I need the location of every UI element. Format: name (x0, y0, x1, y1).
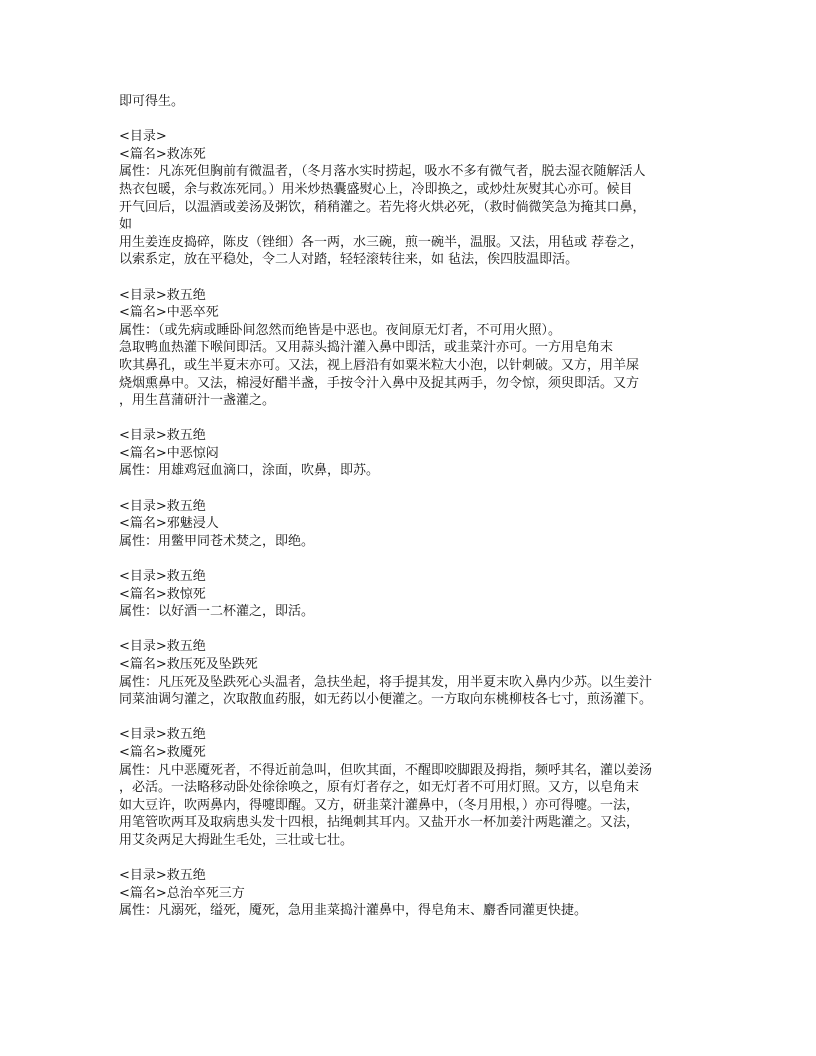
text-line: 如大豆许，吹两鼻内，得嚏即醒。又方，研韭菜汁灌鼻中，（冬月用根，）亦可得嚏。一法， (119, 797, 640, 813)
text-line: 用笔管吹两耳及取病患头发十四根，拈绳刺其耳内。又盐开水一杯加姜汁两匙灌之。又法， (119, 815, 640, 831)
blank-line (119, 111, 699, 129)
text-line: 烧烟熏鼻中。又法，棉浸好醋半盏，手按令汁入鼻中及捉其两手，勿令惊，须臾即活。又方 (119, 375, 640, 391)
chapter-heading: <篇名>中恶惊闷 (119, 445, 219, 461)
toc-heading: <目录>救五绝 (119, 569, 206, 585)
text-line: ，必活。一法略移动卧处徐徐唤之，原有灯者存之，如无灯者不可用灯照。又方，以皂角末 (119, 780, 640, 796)
chapter-heading: <篇名>救压死及坠跌死 (119, 657, 258, 672)
text-line: 急取鸭血热灌下喉间即活。又用蒜头捣汁灌入鼻中即活，或韭菜汁亦可。一方用皂角末 (119, 340, 614, 356)
blank-line (119, 709, 699, 727)
toc-heading: <目录>救五绝 (119, 727, 206, 743)
toc-heading: <目录>救五绝 (119, 498, 206, 514)
chapter-heading: <篇名>总治卒死三方 (119, 885, 245, 901)
text-line: 热衣包暖，余与救冻死同。）用米炒热囊盛熨心上，冷即换之，或炒灶灰熨其心亦可。候目 (119, 181, 633, 197)
text-line: 即可得生。 (119, 94, 185, 109)
blank-line (119, 550, 699, 568)
text-line: 属性：凡中恶魇死者，不得近前急叫，但吹其面，不醒即咬脚跟及拇指，频呼其名，灌以姜汤 (119, 762, 653, 778)
chapter-heading: <篇名>中恶卒死 (119, 305, 219, 321)
blank-line (119, 269, 699, 287)
toc-heading: <目录>救五绝 (119, 639, 206, 655)
text-line: 开气回后，以温酒或姜汤及粥饮，稍稍灌之。若先将火烘必死，（救时倘微笑急为掩其口鼻， (119, 199, 646, 215)
text-line: 属性：凡溺死，缢死，魇死，急用韭菜捣汁灌鼻中，得皂角末、麝香同灌更快捷。 (119, 903, 588, 919)
document-body (119, 93, 699, 920)
toc-heading: <目录>救五绝 (119, 287, 206, 303)
toc-heading: <目录> (119, 129, 167, 145)
text-line: 用艾灸两足大拇趾生毛处，三壮或七壮。 (119, 832, 354, 848)
text-line: 属性：用鳖甲同苍术焚之，即绝。 (119, 533, 315, 549)
blank-line (119, 410, 699, 428)
text-line: 属性：凡冻死但胸前有微温者，（冬月落水实时捞起，吸水不多有微气者，脱去湿衣随解活人 (119, 164, 646, 180)
toc-heading: <目录>救五绝 (119, 428, 206, 444)
toc-heading: <目录>救五绝 (119, 868, 206, 884)
text-line: 以索系定，放在平稳处，令二人对踏，轻轻滚转往来，如 毡法，俟四肢温即活。 (119, 252, 579, 268)
blank-line (119, 850, 699, 868)
text-line: 如 (119, 217, 133, 233)
blank-line (119, 480, 699, 498)
chapter-heading: <篇名>邪魅浸人 (119, 516, 219, 532)
text-line: 属性：凡压死及坠跌死心头温者，急扶坐起，将手提其发，用半夏末吹入鼻内少苏。以生姜汁 (119, 674, 653, 690)
text-line: 属性：用雄鸡冠血滴口，涂面，吹鼻，即苏。 (119, 463, 380, 479)
chapter-heading: <篇名>救魇死 (119, 744, 206, 760)
text-line: ，用生菖蒲研汁一盏灌之。 (119, 393, 276, 409)
blank-line (119, 621, 699, 639)
text-line: 吹其鼻孔，或生半夏末亦可。又法，视上唇沿有如粟米粒大小泡，以针刺破。又方，用羊屎 (119, 357, 640, 373)
text-line: 用生姜连皮捣碎，陈皮（锉细）各一两，水三碗，煎一碗半，温服。又法，用毡或 荐卷之， (119, 234, 644, 250)
text-line: 属性：以好酒一二杯灌之，即活。 (119, 604, 315, 620)
text-line: 同菜油调匀灌之，次取散血药服，如无药以小便灌之。一方取向东桃柳枝各七寸，煎汤灌下。 (119, 692, 653, 708)
chapter-heading: <篇名>救惊死 (119, 586, 206, 602)
text-line: 属性：（或先病或睡卧间忽然而绝皆是中恶也。夜间原无灯者，不可用火照）。 (119, 322, 562, 338)
chapter-heading: <篇名>救冻死 (119, 146, 206, 162)
